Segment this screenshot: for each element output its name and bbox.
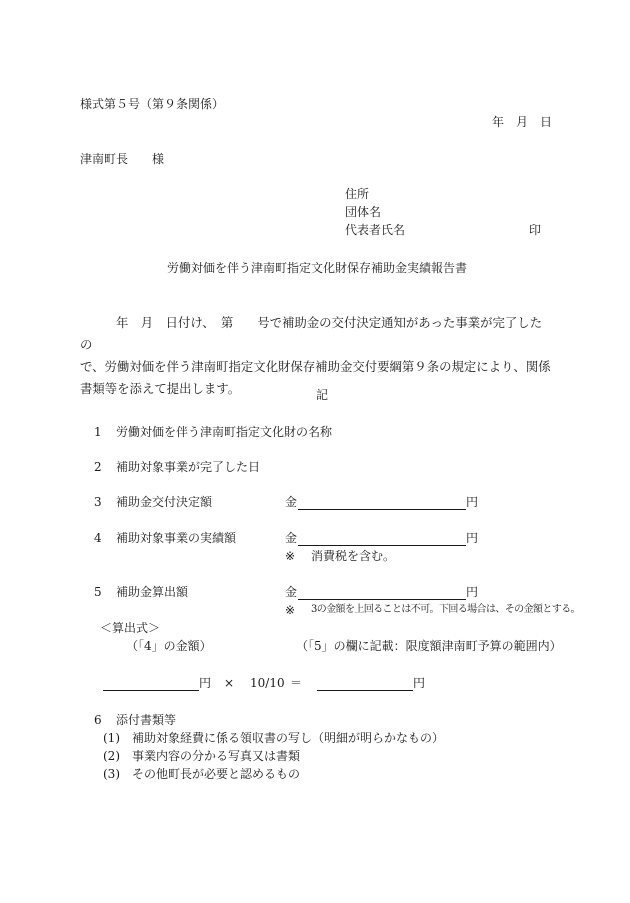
item-2-label: 補助対象事業が完了した日 — [116, 460, 261, 474]
seal-mark: 印 — [529, 223, 542, 237]
item-3-kin: 金 — [285, 495, 298, 509]
calc-times: × — [224, 676, 235, 690]
attachment-item: (2) 事業内容の分かる写真又は書類 — [103, 749, 300, 763]
item-1-number: 1 — [94, 425, 102, 439]
attachments-heading: 添付書類等 — [116, 713, 177, 727]
attachment-item: (1) 補助対象経費に係る領収書の写し（明細が明らかなもの） — [103, 731, 445, 745]
organization-label: 団体名 — [345, 205, 382, 219]
calc-right-label: （「5」の欄に記載：限度額津南町予算の範囲内） — [296, 639, 562, 653]
item-5-amount-line — [298, 599, 466, 600]
item-3-amount-line — [298, 509, 466, 510]
item-4-note: 消費税を含む。 — [311, 549, 396, 563]
item-5-yen: 円 — [466, 585, 479, 599]
item-1-label: 労働対価を伴う津南町指定文化財の名称 — [116, 425, 333, 439]
item-5-label: 補助金算出額 — [116, 585, 189, 599]
calc-heading: ＜算出式＞ — [100, 621, 161, 635]
ki-heading: 記 — [316, 388, 329, 402]
item-5-kin: 金 — [285, 585, 298, 599]
body-line-1-rest: 号で補助金の交付決定通知があった事業が完了したの — [80, 315, 543, 352]
item-4-note-mark: ※ — [285, 549, 296, 563]
item-4-amount-line — [298, 545, 466, 546]
calc-equals: ＝ — [290, 676, 303, 690]
item-4-kin: 金 — [285, 531, 298, 545]
calc-result-line — [317, 690, 413, 691]
attachment-item: (3) その他町長が必要と認めるもの — [103, 767, 300, 781]
recipient: 津南町長 様 — [80, 152, 165, 166]
representative-label: 代表者氏名 — [345, 223, 406, 237]
item-6-number: 6 — [94, 713, 102, 727]
report-body — [80, 312, 552, 400]
document-title: 労働対価を伴う津南町指定文化財保存補助金実績報告書 — [167, 261, 468, 275]
calc-input-line — [103, 690, 199, 691]
calc-left-label: （「4」の金額） — [126, 639, 212, 653]
item-5-note-mark: ※ — [285, 603, 296, 617]
item-4-number: 4 — [94, 531, 102, 545]
item-4-label: 補助対象事業の実績額 — [116, 531, 237, 545]
body-date-prefix: 年 月 日付け、 第 — [116, 315, 234, 330]
calc-yen-1: 円 — [199, 676, 212, 690]
calc-rate: 10/10 — [250, 676, 285, 690]
item-3-number: 3 — [94, 495, 102, 509]
item-5-note: 3の金額を上回ることは不可。下回る場合は、その金額とする。 — [311, 604, 580, 615]
item-3-yen: 円 — [466, 495, 479, 509]
body-line-2: で、労働対価を伴う津南町指定文化財保存補助金交付要綱第９条の規定により、関係 — [80, 359, 551, 374]
calc-yen-2: 円 — [413, 676, 426, 690]
date-line: 年 月 日 — [492, 115, 553, 129]
body-line-1 — [80, 312, 552, 356]
item-3-label: 補助金交付決定額 — [116, 495, 213, 509]
body-line-3: 書類等を添えて提出します。 — [80, 381, 241, 396]
item-2-number: 2 — [94, 460, 102, 474]
form-number: 様式第５号（第９条関係） — [80, 97, 225, 111]
item-4-yen: 円 — [466, 531, 479, 545]
address-label: 住所 — [345, 187, 370, 201]
item-5-number: 5 — [94, 585, 102, 599]
